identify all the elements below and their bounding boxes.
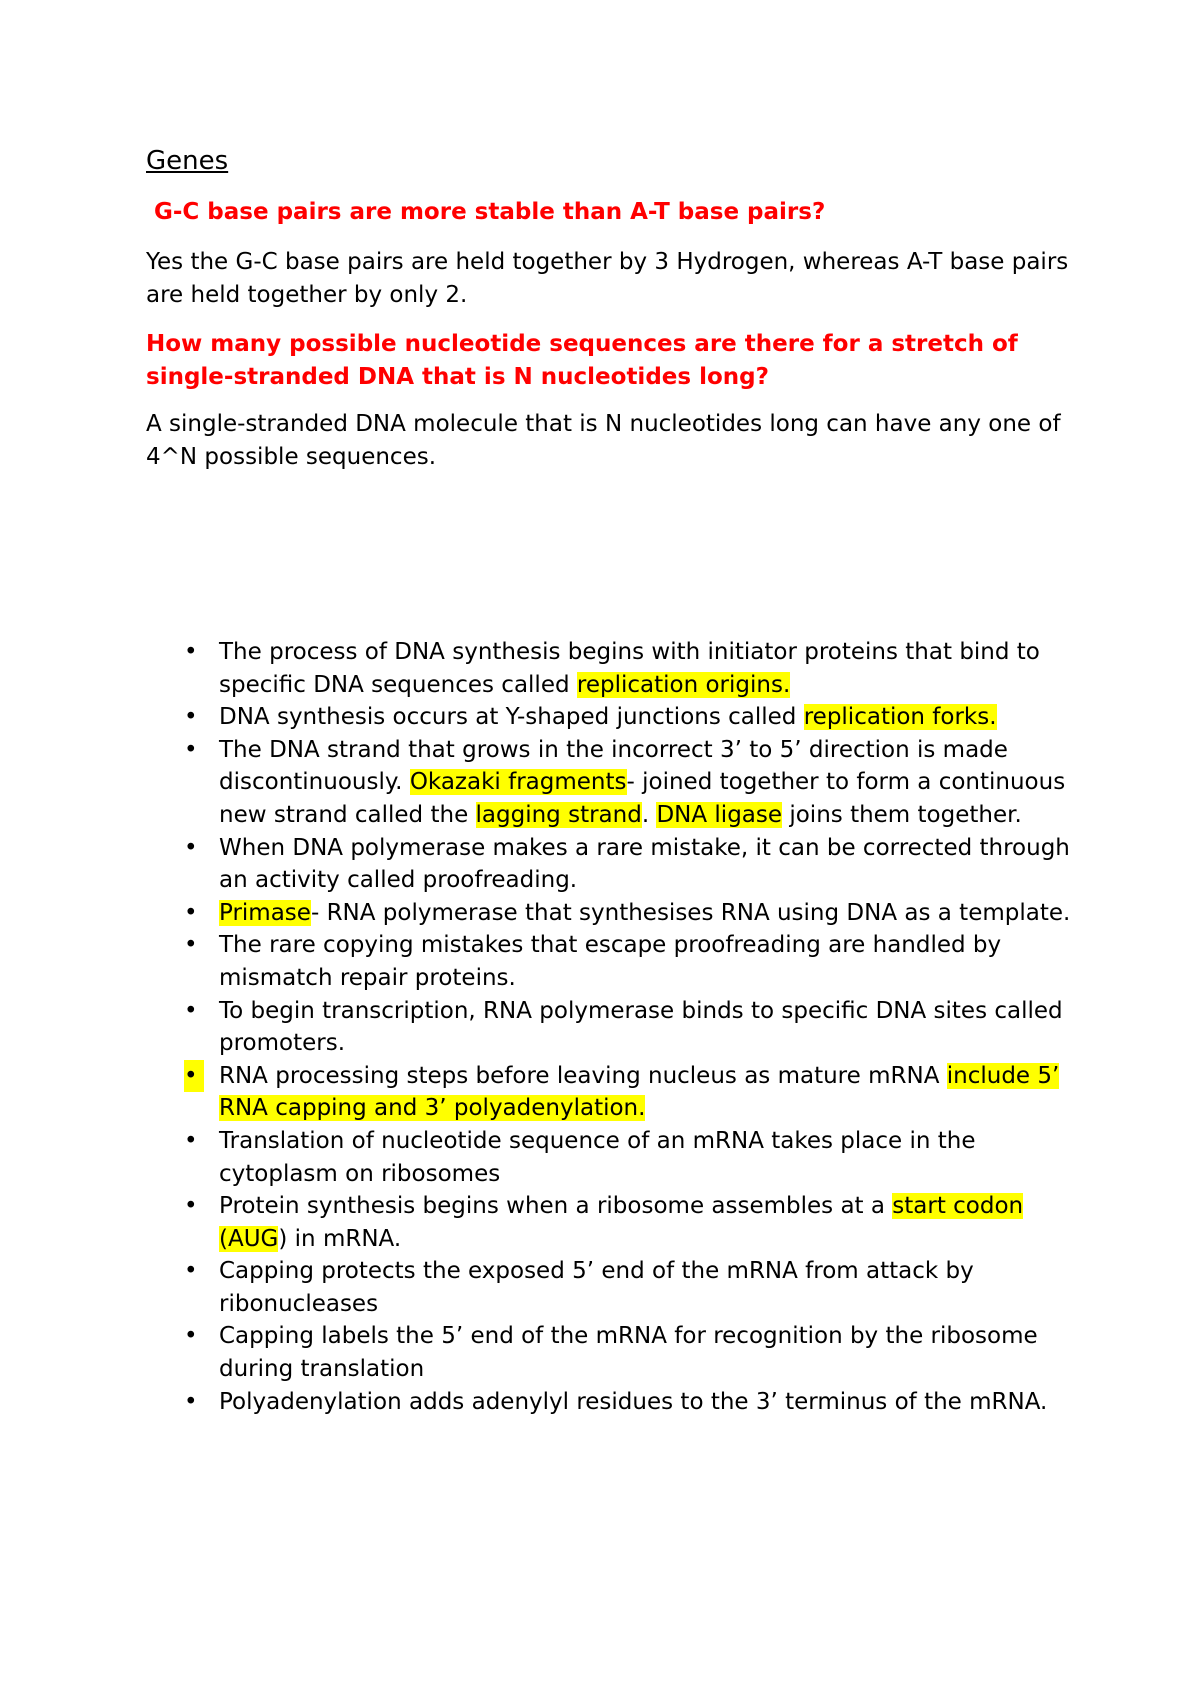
- list-item: [146, 734, 1076, 832]
- question-2: How many possible nucleotide sequences are there for a stretch of single-stranded DNA that is N nucleotides long?: [146, 331, 1018, 390]
- note-text: RNA processing steps before leaving nucleus as mature mRNA: [219, 1062, 947, 1089]
- list-item: [146, 636, 1076, 701]
- highlighted-term: Primase: [219, 899, 311, 926]
- bullet-icon: •: [184, 899, 198, 926]
- highlighted-term: lagging strand: [475, 801, 642, 828]
- note-text: ) in mRNA.: [278, 1225, 402, 1252]
- highlighted-term: include 5’ RNA capping and 3’ polyadenylation.: [219, 1062, 1060, 1122]
- note-text: - RNA polymerase that synthesises RNA using DNA as a template.: [310, 899, 1071, 926]
- list-item: [146, 1190, 1076, 1255]
- note-text: - joined together to form a continuous new strand called the: [219, 769, 1066, 828]
- answer-1: Yes the G-C base pairs are held together by 3 Hydrogen, whereas A-T base pairs are held together by only 2.: [146, 249, 1069, 308]
- highlighted-term: start codon (AUG: [219, 1193, 1024, 1252]
- note-text: .: [641, 801, 657, 828]
- note-text: DNA synthesis occurs at Y-shaped junctions called: [219, 704, 804, 731]
- list-item: [146, 1060, 1076, 1125]
- list-item: [146, 1125, 1076, 1190]
- highlighted-term: replication forks.: [803, 704, 997, 731]
- note-text: joins them together.: [782, 801, 1022, 828]
- list-item: [146, 995, 1076, 1060]
- note-text: Polyadenylation adds adenylyl residues to the 3’ terminus of the mRNA.: [219, 1388, 1048, 1415]
- page-title: Genes: [146, 146, 229, 176]
- note-text: The process of DNA synthesis begins with initiator proteins that bind to specific DNA sequences called: [219, 639, 1040, 698]
- bullet-icon: •: [184, 1258, 198, 1285]
- note-text: Capping protects the exposed 5’ end of the mRNA from attack by ribonucleases: [219, 1258, 974, 1317]
- bullet-icon: •: [184, 932, 198, 959]
- bullet-icon: •: [184, 1323, 198, 1350]
- bullet-icon: •: [184, 1193, 198, 1220]
- bullet-icon: •: [184, 639, 198, 665]
- bullet-icon: •: [184, 997, 198, 1024]
- note-text: When DNA polymerase makes a rare mistake, it can be corrected through an activity called proofreading.: [219, 834, 1070, 894]
- highlighted-term: replication origins.: [576, 671, 791, 698]
- list-item: [146, 929, 1076, 994]
- note-text: Capping labels the 5’ end of the mRNA for recognition by the ribosome during translation: [219, 1323, 1038, 1383]
- bullet-icon: •: [184, 736, 198, 763]
- bullet-icon: •: [184, 1388, 198, 1415]
- list-item: [146, 1255, 1076, 1320]
- bullet-icon: •: [184, 1127, 198, 1154]
- note-text: The rare copying mistakes that escape proofreading are handled by mismatch repair proteins.: [219, 932, 1002, 991]
- question-1: G-C base pairs are more stable than A-T base pairs?: [154, 199, 826, 225]
- list-item: [146, 897, 1076, 930]
- list-item: [146, 1386, 1076, 1419]
- answer-2: A single-stranded DNA molecule that is N nucleotides long can have any one of 4^N possible sequences.: [146, 411, 1061, 470]
- bullet-icon: •: [184, 834, 198, 861]
- note-text: To begin transcription, RNA polymerase binds to specific DNA sites called promoters.: [219, 997, 1063, 1057]
- notes-list: [146, 636, 1076, 1418]
- highlighted-term: Okazaki fragments: [409, 769, 627, 796]
- list-item: [146, 701, 1076, 734]
- list-item: [146, 832, 1076, 897]
- note-text: Translation of nucleotide sequence of an mRNA takes place in the cytoplasm on ribosomes: [219, 1127, 976, 1187]
- note-text: The DNA strand that grows in the incorrect 3’ to 5’ direction is made discontinuously.: [219, 736, 1008, 796]
- highlighted-term: DNA ligase: [656, 801, 783, 828]
- bullet-icon: •: [184, 704, 198, 731]
- bullet-icon: •: [184, 1060, 204, 1093]
- note-text: Protein synthesis begins when a ribosome assembles at a: [219, 1193, 893, 1220]
- list-item: [146, 1320, 1076, 1385]
